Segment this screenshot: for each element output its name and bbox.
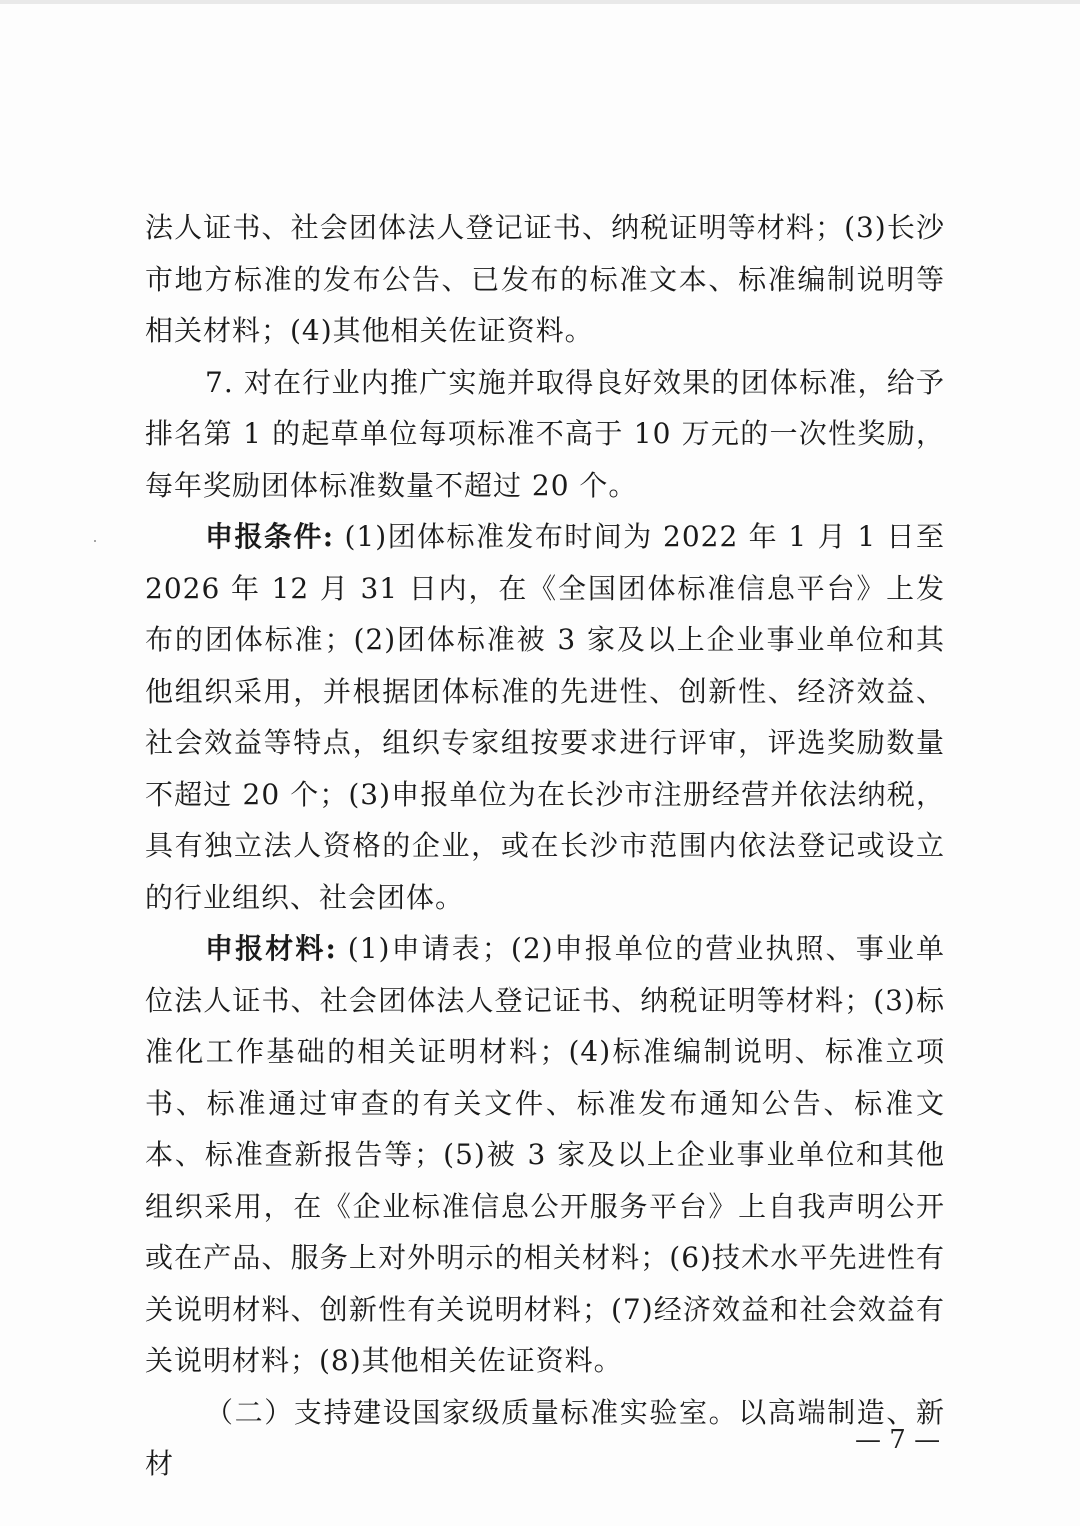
paragraph-continuation: [145, 202, 945, 357]
scan-top-edge: [0, 0, 1080, 4]
document-body: [145, 202, 945, 1490]
paragraph-application-conditions: [145, 511, 945, 923]
paragraph-text: (1)团体标准发布时间为 2022 年 1 月 1 日至 2026 年 12 月 31 日内，在《全国团体标准信息平台》上发布的团体标准；(2)团体标准被 3 家及以上企业事业单位和其他组织采用，并根据团体标准的先进性、创新性、经济效益、社会效益等特点，组织专家组按要求进行评审，评选奖励数量不超过 20 个；(3)申报单位为在长沙市注册经营并依法纳税，具有独立法人资格的企业，或在长沙市范围内依法登记或设立的行业组织、社会团体。: [145, 520, 945, 914]
paragraph-label: 申报条件:: [205, 520, 335, 553]
paragraph-text: (1)申请表；(2)申报单位的营业执照、事业单位法人证书、社会团体法人登记证书、纳税证明等材料；(3)标准化工作基础的相关证明材料；(4)标准编制说明、标准立项书、标准通过审查的有关文件、标准发布通知公告、标准文本、标准查新报告等；(5)被 3 家及以上企业事业单位和其他组织采用，在《企业标准信息公开服务平台》上自我声明公开或在产品、服务上对外明示的相关材料；(6)技术水平先进性有关说明材料、创新性有关说明材料；(7)经济效益和社会效益有关说明材料；(8)其他相关佐证资料。: [145, 932, 945, 1377]
page-number: — 7 —: [855, 1425, 941, 1455]
paragraph-text: 7. 对在行业内推广实施并取得良好效果的团体标准，给予排名第 1 的起草单位每项标准不高于 10 万元的一次性奖励，每年奖励团体标准数量不超过 20 个。: [145, 365, 945, 502]
paragraph-text: 法人证书、社会团体法人登记证书、纳税证明等材料；(3)长沙市地方标准的发布公告、已发布的标准文本、标准编制说明等相关材料；(4)其他相关佐证资料。: [145, 211, 945, 347]
paragraph-section-two: [145, 1387, 945, 1490]
paragraph-text: （二）支持建设国家级质量标准实验室。以高端制造、新材: [145, 1395, 945, 1480]
scan-speck: [94, 540, 96, 542]
paragraph-application-materials: [145, 923, 945, 1387]
paragraph-label: 申报材料:: [205, 932, 337, 965]
paragraph-item-7: [145, 357, 945, 512]
